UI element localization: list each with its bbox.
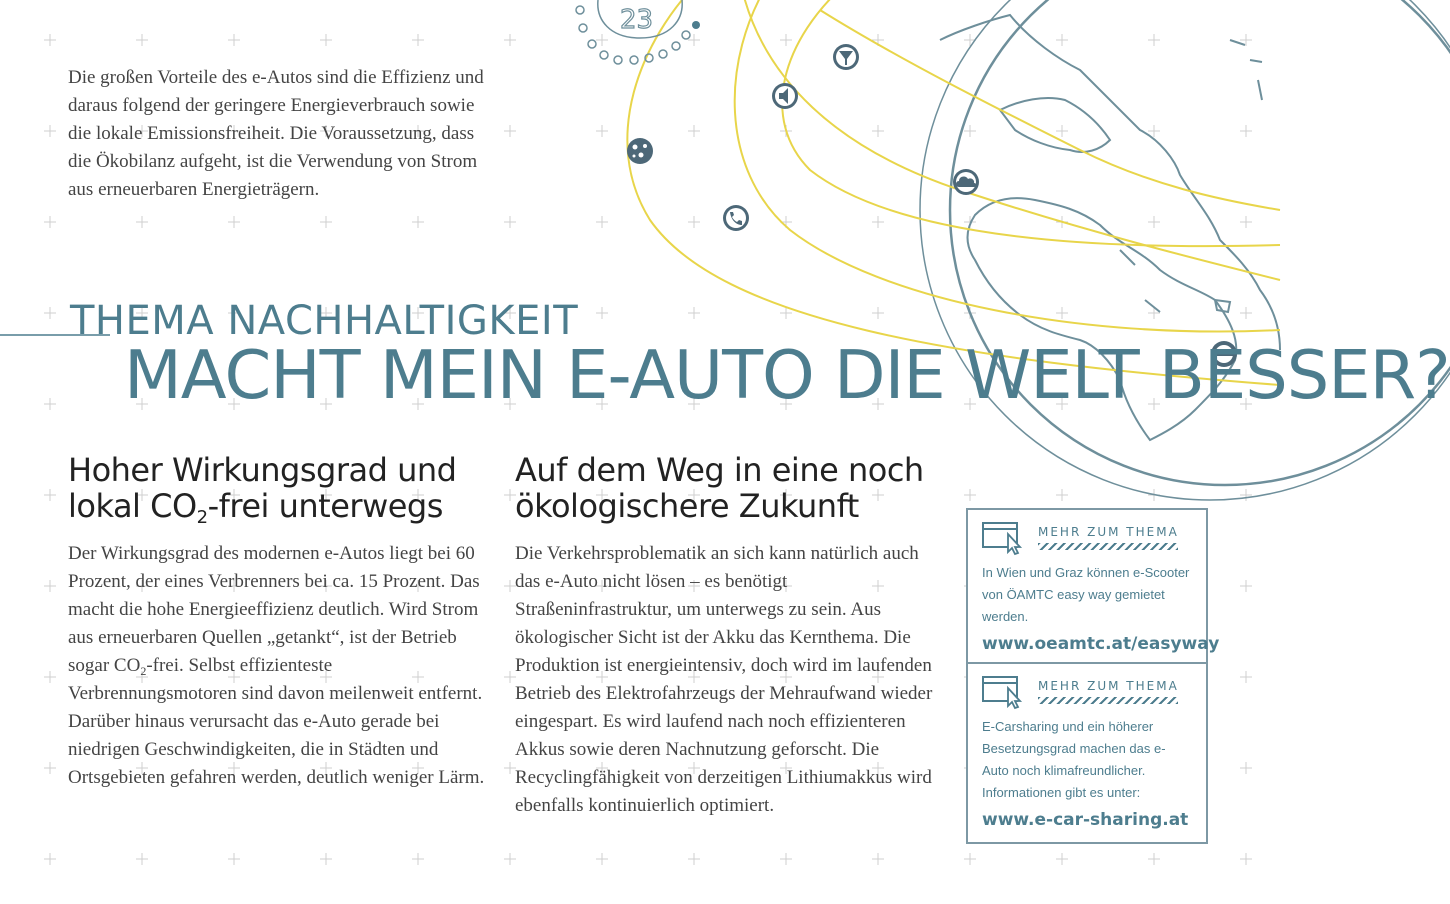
grid-plus-mark — [780, 853, 792, 865]
grid-plus-mark — [44, 671, 56, 683]
grid-plus-mark — [412, 34, 424, 46]
star-dots-icon — [627, 138, 653, 164]
grid-plus-mark — [1240, 853, 1252, 865]
globe-graphic — [920, 0, 1450, 500]
grid-plus-mark — [780, 34, 792, 46]
grid-plus-mark — [596, 853, 608, 865]
speaker-icon — [772, 83, 798, 109]
grid-plus-mark — [1148, 34, 1160, 46]
browser-cursor-icon — [982, 520, 1028, 554]
grid-plus-mark — [412, 853, 424, 865]
grid-plus-mark — [1148, 307, 1160, 319]
grid-plus-mark — [136, 853, 148, 865]
card-label: MEHR ZUM THEMA — [1038, 524, 1179, 539]
grid-plus-mark — [1056, 853, 1068, 865]
card-hatch-divider — [1038, 697, 1178, 704]
browser-cursor-icon — [982, 674, 1028, 708]
left-column-body — [68, 540, 493, 792]
grid-plus-mark — [872, 307, 884, 319]
grid-plus-mark — [688, 216, 700, 228]
left-heading-subscript: 2 — [196, 507, 208, 528]
grid-plus-mark — [872, 853, 884, 865]
right-heading-line2: ökologischere Zukunft — [515, 487, 859, 525]
intro-text-block — [68, 64, 488, 204]
left-column-heading — [68, 451, 493, 528]
grid-plus-mark — [136, 216, 148, 228]
grid-plus-mark — [1240, 580, 1252, 592]
grid-plus-mark — [1240, 125, 1252, 137]
filter-icon — [833, 44, 859, 70]
grid-plus-mark — [1240, 489, 1252, 501]
grid-plus-mark — [504, 125, 516, 137]
grid-plus-mark — [44, 125, 56, 137]
card-header — [982, 674, 1192, 708]
card-link-carsharing[interactable]: www.e-car-sharing.at — [982, 810, 1189, 830]
grid-plus-mark — [964, 125, 976, 137]
intro-paragraph: Die großen Vorteile des e-Autos sind die Effizienz und daraus folgend der geringere Energieverbrauch sowie die lokale Emissionsfreiheit. Die Voraussetzung, dass die Ökobilanz aufgeht, ist die Verwendung von Strom aus erneuerbaren Energieträgern. — [68, 67, 484, 200]
grid-plus-mark — [504, 853, 516, 865]
grid-plus-mark — [44, 853, 56, 865]
grid-plus-mark — [964, 853, 976, 865]
grid-plus-mark — [44, 580, 56, 592]
grid-plus-mark — [44, 307, 56, 319]
grid-plus-mark — [320, 853, 332, 865]
cloud-icon — [953, 169, 979, 195]
left-body-part2: -frei. Selbst effizienteste Verbrennungsmotoren sind davon meilenweit entfernt. Darüber hinaus verursacht das e-Auto gerade bei niedrigen Geschwindigkeiten, die in Städten und Ortsgebieten gefahren werden, deutlich weniger Lärm. — [68, 655, 485, 788]
grid-plus-mark — [44, 398, 56, 410]
grid-plus-mark — [44, 762, 56, 774]
page-number: 23 — [620, 5, 654, 35]
left-column — [68, 452, 493, 792]
grid-plus-mark — [596, 216, 608, 228]
card-label: MEHR ZUM THEMA — [1038, 678, 1179, 693]
left-body-part1: Der Wirkungsgrad des modernen e-Autos liegt bei 60 Prozent, der eines Verbrenners bei ca. 15 Prozent. Das macht die hohe Energieeffizienz deutlich. Wird Strom aus erneuerbaren Quellen „getankt“, ist der Betrieb sogar CO — [68, 543, 480, 676]
grid-plus-mark — [1240, 762, 1252, 774]
grid-plus-mark — [688, 853, 700, 865]
left-heading-line1: Hoher Wirkungsgrad und — [68, 451, 457, 489]
grid-plus-mark — [1148, 853, 1160, 865]
grid-plus-mark — [1056, 489, 1068, 501]
grid-plus-mark — [504, 34, 516, 46]
grid-plus-mark — [688, 307, 700, 319]
left-body-subscript: 2 — [140, 664, 147, 678]
grid-plus-mark — [504, 216, 516, 228]
grid-plus-mark — [412, 216, 424, 228]
info-card-easyway — [966, 508, 1220, 668]
phone-icon — [723, 205, 749, 231]
left-heading-line2-prefix: lokal CO — [68, 487, 197, 525]
grid-plus-mark — [1056, 125, 1068, 137]
grid-plus-mark — [228, 853, 240, 865]
grid-plus-mark — [44, 489, 56, 501]
grid-plus-mark — [320, 34, 332, 46]
grid-plus-mark — [1056, 34, 1068, 46]
grid-plus-mark — [596, 125, 608, 137]
page-headline: MACHT MEIN E-AUTO DIE WELT BESSER? — [124, 336, 1450, 414]
grid-plus-mark — [1240, 216, 1252, 228]
orbit-lines — [627, 0, 1280, 385]
card-header — [982, 520, 1192, 554]
grid-plus-mark — [1056, 307, 1068, 319]
section-kicker: THEMA NACHHALTIGKEIT — [70, 298, 579, 344]
right-column-heading — [515, 452, 935, 524]
grid-plus-mark — [872, 216, 884, 228]
grid-plus-mark — [1240, 307, 1252, 319]
grid-plus-mark — [320, 216, 332, 228]
right-column — [515, 452, 935, 820]
grid-plus-mark — [228, 216, 240, 228]
grid-plus-mark — [136, 34, 148, 46]
right-heading-line1: Auf dem Weg in eine noch — [515, 451, 924, 489]
left-heading-line2-suffix: -frei unterwegs — [207, 487, 443, 525]
card-hatch-divider — [1038, 543, 1178, 550]
grid-plus-mark — [44, 34, 56, 46]
grid-plus-mark — [688, 125, 700, 137]
grid-plus-mark — [596, 307, 608, 319]
grid-plus-mark — [1240, 671, 1252, 683]
grid-plus-mark — [44, 216, 56, 228]
info-card-carsharing — [966, 662, 1208, 844]
grid-plus-mark — [964, 489, 976, 501]
card-body-text: E-Carsharing und ein höherer Besetzungsgrad machen das e-Auto noch klimafreundlicher. Informationen gibt es unter: — [982, 719, 1166, 800]
card-link-easyway[interactable]: www.oeamtc.at/easyway — [982, 634, 1220, 654]
grid-plus-mark — [596, 34, 608, 46]
grid-plus-mark — [228, 34, 240, 46]
card-body-text: In Wien und Graz können e-Scooter von ÖAMTC easy way gemietet werden. — [982, 565, 1190, 624]
grid-plus-mark — [872, 125, 884, 137]
right-column-body: Die Verkehrsproblematik an sich kann natürlich auch das e-Auto nicht lösen – es benötigt Straßeninfrastruktur, um unterwegs zu sein. Aus ökologischer Sicht ist der Akku das Kernthema. Die Produktion ist energieintensiv, doch wird im laufenden Betrieb des Elektrofahrzeugs der Mehraufwand wieder eingespart. Es wird laufend nach noch effizienteren Akkus sowie deren Nachnutzung geforscht. Die Recyclingfähigkeit von derzeitigen Lithiumakkus wird ebenfalls kontinuierlich optimiert. — [515, 543, 933, 816]
grid-plus-mark — [1148, 216, 1160, 228]
